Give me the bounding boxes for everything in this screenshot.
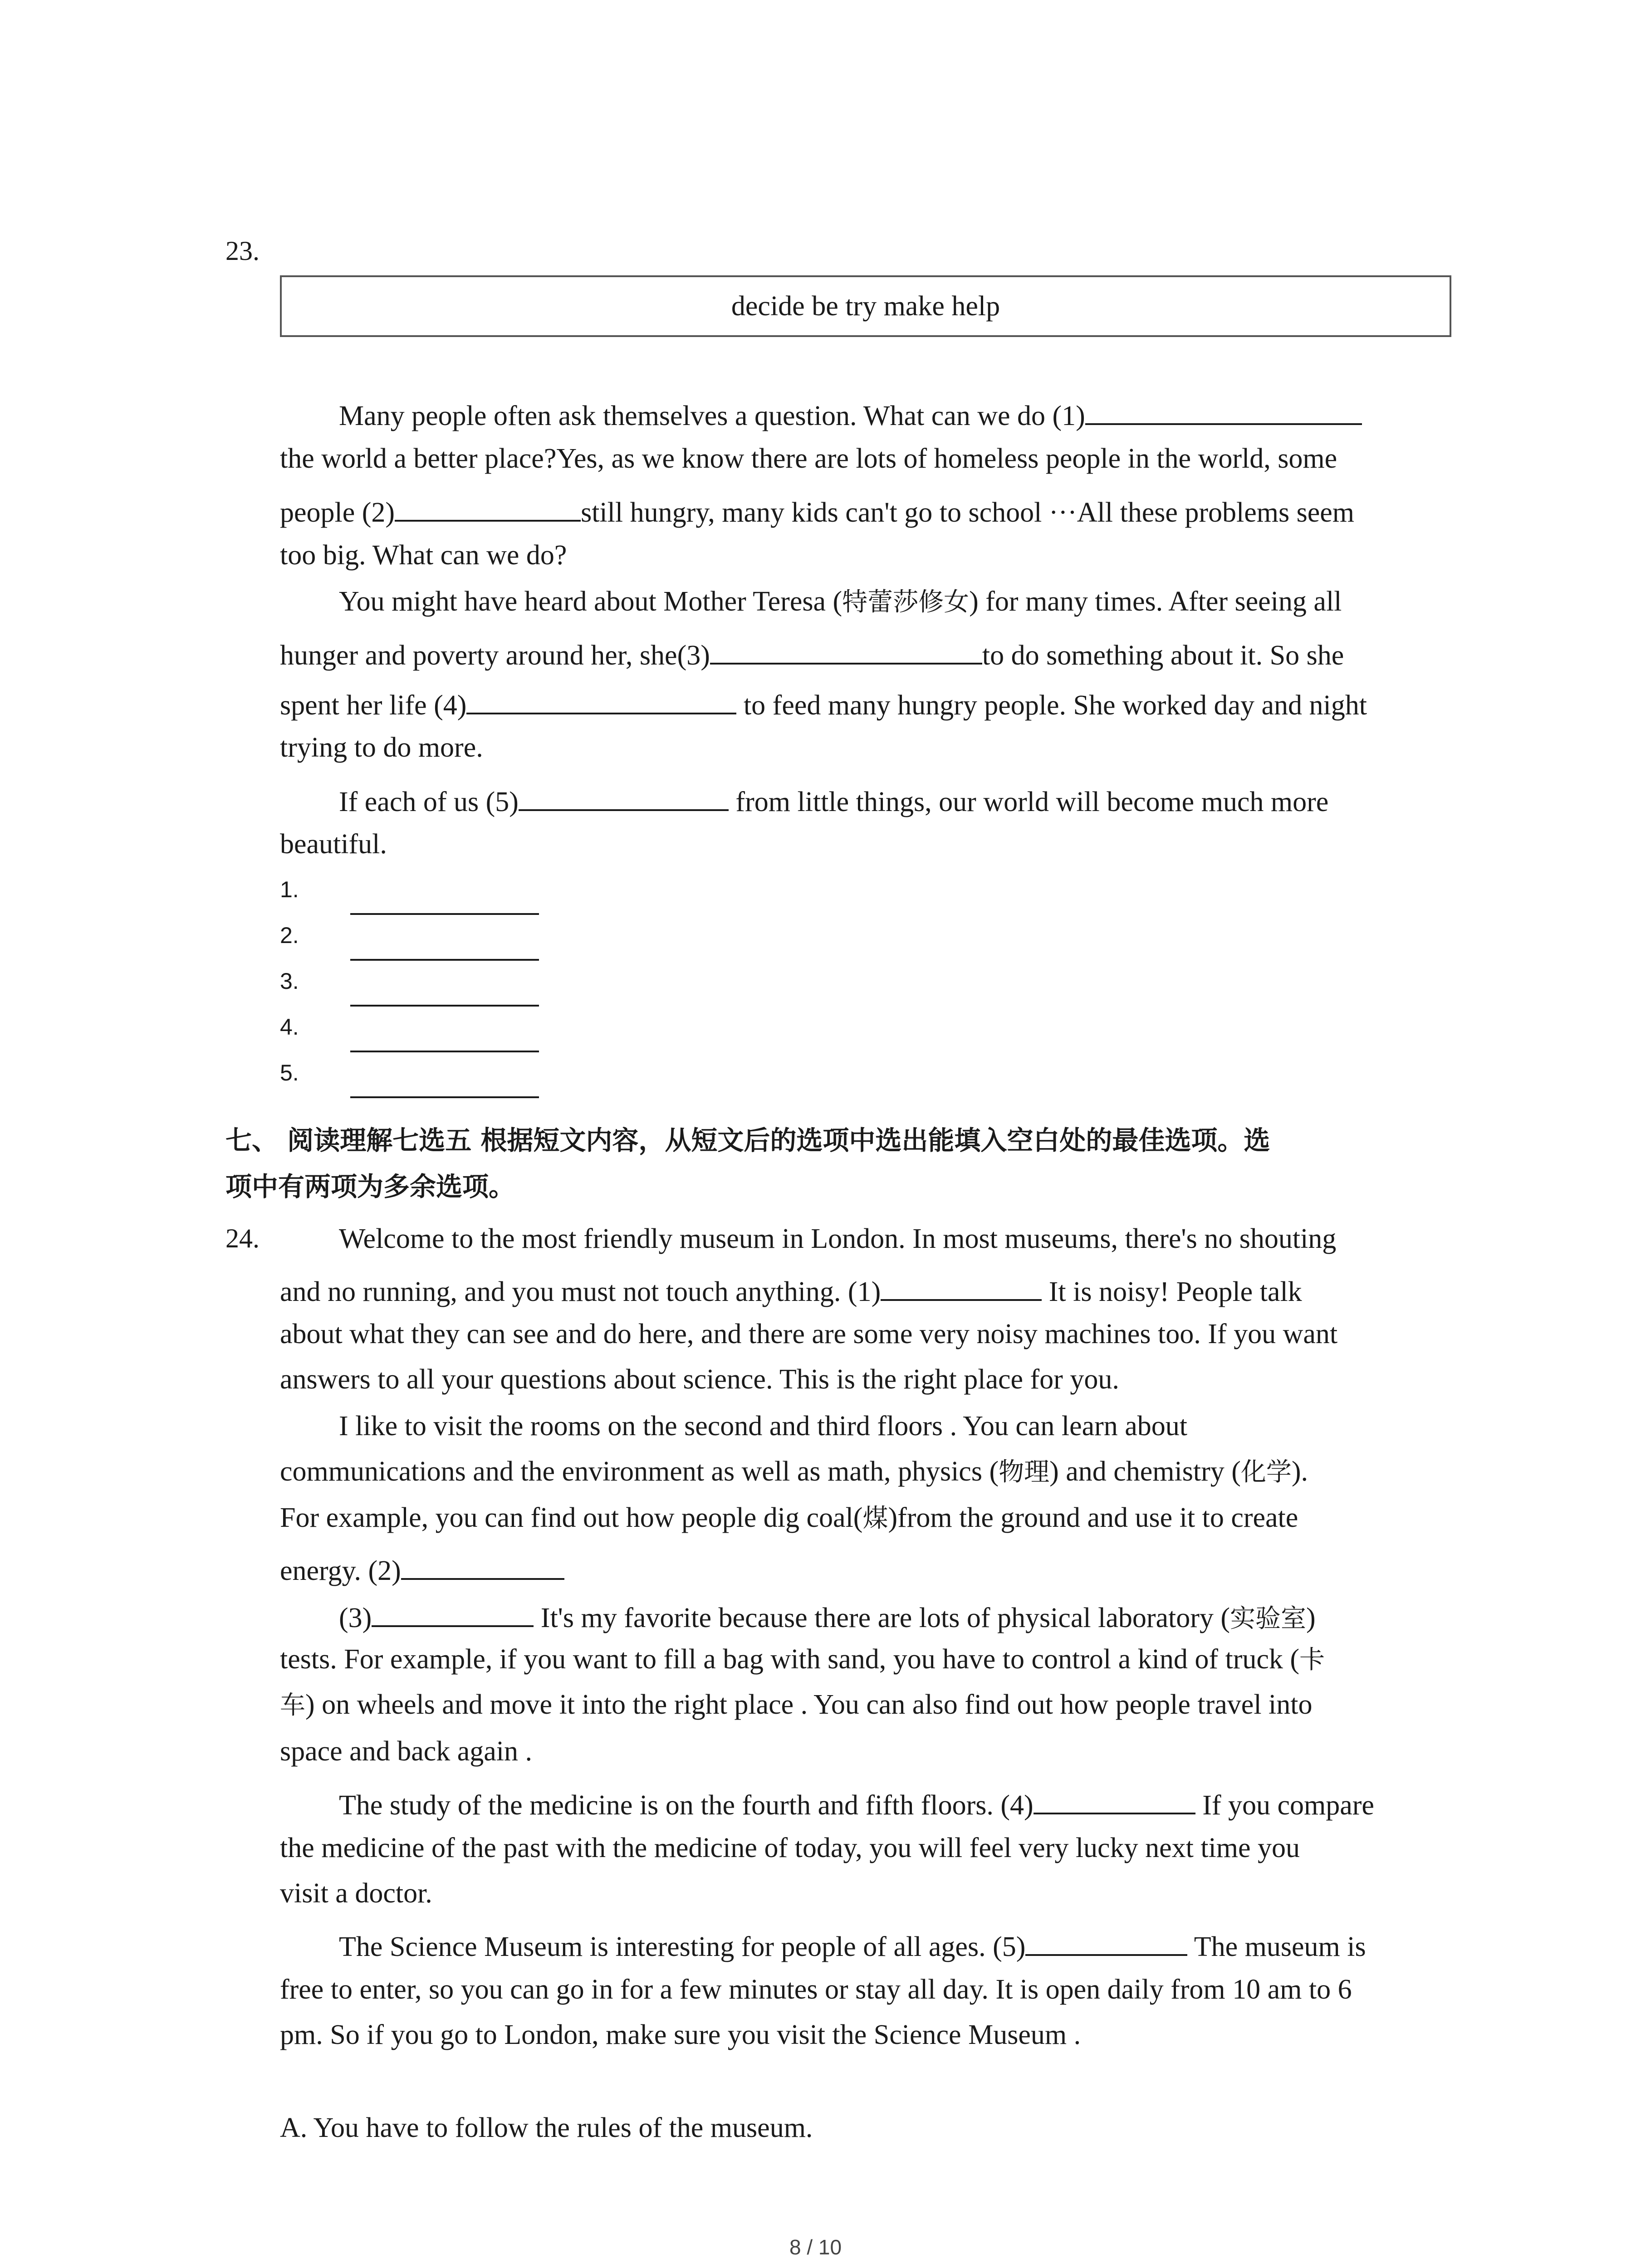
passage-text: ).	[1291, 1456, 1308, 1487]
question-number-24: 24.	[225, 1223, 260, 1253]
passage-text: spent her life (4)	[280, 690, 467, 721]
passage-text: to feed many hungry people. She worked day and night	[736, 690, 1367, 721]
chinese-gloss: 特蕾莎修女	[842, 587, 970, 617]
passage-line: visit a doctor.	[280, 1878, 432, 1909]
blank-4[interactable]	[1034, 1787, 1195, 1814]
blank-2[interactable]	[401, 1553, 564, 1580]
passage-line	[339, 1787, 1374, 1819]
passage-text: Many people often ask themselves a question. What can we do (1)	[339, 401, 1085, 431]
answer-line-2[interactable]	[350, 959, 539, 961]
passage-line: Welcome to the most friendly museum in London. In most museums, there's no shouting	[339, 1223, 1337, 1254]
chinese-gloss: 车	[280, 1691, 305, 1720]
passage-line: the world a better place?Yes, as we know there are lots of homeless people in the world, some	[280, 443, 1337, 474]
answer-line-1[interactable]	[350, 913, 539, 915]
passage-line	[280, 1553, 564, 1585]
passage-line: I like to visit the rooms on the second and third floors . You can learn about	[339, 1411, 1188, 1442]
passage-text: The Science Museum is interesting for people of all ages. (5)	[339, 1931, 1026, 1962]
passage-line	[280, 1274, 1302, 1306]
answer-line-4[interactable]	[350, 1051, 539, 1052]
passage-text: to do something about it. So she	[982, 640, 1344, 671]
passage-line	[280, 1691, 1313, 1719]
answer-line-5[interactable]	[350, 1096, 539, 1098]
passage-line: the medicine of the past with the medicine of today, you will feel very lucky next time you	[280, 1833, 1300, 1863]
answer-line-3[interactable]	[350, 1005, 539, 1007]
passage-line: about what they can see and do here, and there are some very noisy machines too. If you want	[280, 1319, 1338, 1349]
passage-line	[280, 494, 1354, 527]
passage-line	[339, 398, 1362, 430]
chinese-gloss: 物理	[999, 1457, 1050, 1487]
passage-line	[280, 1645, 1325, 1673]
passage-text: If you compare	[1195, 1790, 1374, 1821]
passage-line	[280, 1504, 1298, 1532]
passage-text: )from the ground and use it to create	[888, 1502, 1298, 1533]
passage-text: ) on wheels and move it into the right place . You can also find out how people travel into	[305, 1689, 1313, 1720]
chinese-gloss: 煤	[862, 1504, 888, 1533]
passage-line	[339, 587, 1342, 616]
passage-text: It is noisy! People talk	[1042, 1276, 1302, 1307]
blank-1[interactable]	[881, 1274, 1042, 1301]
passage-text: For example, you can find out how people dig coal(	[280, 1502, 863, 1533]
passage-text: )	[1306, 1603, 1316, 1633]
passage-line	[280, 687, 1367, 719]
passage-text: and no running, and you must not touch anything. (1)	[280, 1276, 881, 1307]
passage-text: If each of us (5)	[339, 787, 519, 817]
section-heading: 七、 阅读理解七选五 根据短文内容，从短文后的选项中选出能填入空白处的最佳选项。选	[225, 1125, 1270, 1156]
passage-text: energy. (2)	[280, 1555, 401, 1586]
page-number: 8 / 10	[789, 2235, 842, 2259]
passage-line	[280, 1457, 1308, 1486]
passage-text: still hungry, many kids can't go to school ···All these problems seem	[581, 497, 1355, 528]
blank-1[interactable]	[1085, 398, 1362, 425]
passage-line: trying to do more.	[280, 732, 483, 763]
passage-text: from little things, our world will become much more	[728, 787, 1329, 817]
passage-text: ) and chemistry (	[1049, 1456, 1241, 1487]
passage-text: It's my favorite because there are lots of physical laboratory (	[534, 1603, 1230, 1633]
answer-label: 3.	[280, 968, 299, 994]
chinese-gloss: 卡	[1299, 1645, 1325, 1675]
blank-5[interactable]	[519, 784, 729, 811]
answer-label: 2.	[280, 923, 299, 948]
passage-line: space and back again .	[280, 1736, 533, 1767]
passage-line: pm. So if you go to London, make sure you visit the Science Museum .	[280, 2019, 1081, 2050]
option-a: A. You have to follow the rules of the museum.	[280, 2112, 813, 2143]
answer-label: 5.	[280, 1060, 299, 1085]
passage-text: The study of the medicine is on the fourth and fifth floors. (4)	[339, 1790, 1034, 1821]
answer-label: 4.	[280, 1014, 299, 1040]
blank-4[interactable]	[466, 687, 736, 714]
passage-line: too big. What can we do?	[280, 540, 567, 571]
passage-text: ) for many times. After seeing all	[969, 586, 1342, 617]
answer-label: 1.	[280, 877, 299, 902]
passage-text: The museum is	[1187, 1931, 1366, 1962]
passage-text: people (2)	[280, 497, 395, 528]
blank-3[interactable]	[372, 1600, 534, 1627]
chinese-gloss: 实验室	[1230, 1604, 1307, 1633]
passage-line: free to enter, so you can go in for a few minutes or stay all day. It is open daily from 10 am to 6	[280, 1974, 1352, 2005]
word-bank-box: decide be try make help	[280, 275, 1451, 337]
passage-line	[339, 1929, 1366, 1961]
passage-text: hunger and poverty around her, she(3)	[280, 640, 710, 671]
section-heading-cont: 项中有两项为多余选项。	[225, 1171, 515, 1202]
blank-3[interactable]	[710, 637, 982, 665]
passage-line	[280, 637, 1344, 670]
chinese-gloss: 化学	[1240, 1457, 1292, 1487]
passage-text: (3)	[339, 1603, 372, 1633]
passage-line: answers to all your questions about science. This is the right place for you.	[280, 1364, 1119, 1395]
passage-line	[339, 784, 1328, 816]
passage-line	[339, 1600, 1316, 1632]
passage-text: You might have heard about Mother Teresa (	[339, 586, 843, 617]
blank-5[interactable]	[1025, 1929, 1187, 1956]
passage-text: communications and the environment as well as math, physics (	[280, 1456, 999, 1487]
question-number-23: 23.	[225, 236, 260, 266]
passage-text: tests. For example, if you want to fill a bag with sand, you have to control a kind of truck (	[280, 1644, 1300, 1675]
blank-2[interactable]	[395, 494, 581, 522]
passage-line: beautiful.	[280, 829, 387, 860]
